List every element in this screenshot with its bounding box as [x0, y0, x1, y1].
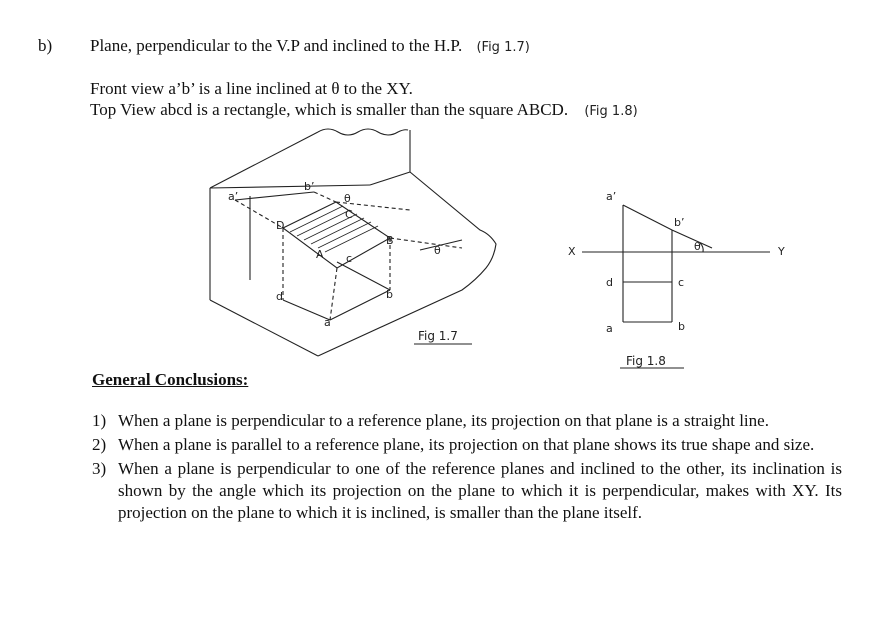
fig18-extension-line: [672, 230, 712, 248]
fig17-top-view-cd: [337, 262, 390, 290]
fig17-xy-right: [370, 172, 410, 185]
fig17-xy-line: [210, 185, 370, 188]
conclusion-item-2: [92, 434, 842, 456]
top-view-fig-ref: (Fig 1.8): [584, 104, 638, 119]
fig18-label-theta: θ: [694, 240, 701, 253]
conclusion-number: 1): [92, 411, 107, 430]
fig17-label-theta2: θ: [434, 244, 441, 257]
section-title-text: Plane, perpendicular to the V.P and inclined to the H.P.: [90, 36, 463, 55]
fig17-label-C: C: [345, 208, 353, 221]
fig17-top-view-bc: [330, 290, 390, 320]
fig18-label-c: c: [678, 276, 685, 289]
fig17-label-A: A: [316, 248, 324, 261]
fig18-label-a-prime: a’: [606, 190, 617, 203]
fig17-top-view-ab: [283, 300, 330, 320]
fig18-label-a: a: [606, 322, 613, 335]
fig17-label-b-prime: b’: [304, 180, 315, 193]
conclusion-number: 2): [92, 435, 107, 454]
fig17-hatch: [290, 206, 343, 232]
fig18-caption: Fig 1.8: [626, 354, 666, 368]
front-view-line: Front view a’b’ is a line inclined at θ to the XY.: [90, 79, 413, 98]
fig18-front-view-line: [623, 205, 672, 230]
fig17-hatch: [311, 218, 364, 244]
fig17-label-D: D: [276, 219, 285, 232]
conclusion-text: When a plane is parallel to a reference plane, its projection on that plane shows its true shape and size.: [118, 435, 815, 454]
fig18-label-b-prime: b’: [674, 216, 685, 229]
conclusion-number: 3): [92, 459, 107, 478]
conclusion-item-3: [92, 458, 842, 524]
fig17-front-view-line: [235, 192, 314, 200]
fig17-projector: [330, 268, 337, 320]
conclusion-text: When a plane is perpendicular to one of the reference planes and inclined to the other, its inclination is shown by the angle which its projection on the plane to which it is perpendicular, makes with XY. Its projection on the plane to which it is inclined, is smaller than the plane itself.: [118, 459, 842, 522]
fig18-label-d: d: [606, 276, 613, 289]
fig18-label-x: X: [568, 245, 576, 258]
fig17-label-c: c: [346, 252, 353, 265]
fig17-label-a-prime: a’: [228, 190, 239, 203]
fig17-label-a: a: [324, 316, 331, 329]
fig17-theta-arc: [420, 240, 462, 250]
fig18-label-y: Y: [778, 245, 785, 258]
fig17-vp-wavy-edge: [318, 129, 408, 135]
fig17-vp-left-edge: [210, 132, 318, 188]
fig17-caption: Fig 1.7: [418, 329, 458, 343]
fig17-label-B: B: [386, 234, 394, 247]
fig17-drawing: [210, 129, 496, 356]
fig17-label-theta1: θ: [344, 192, 351, 205]
conclusion-text: When a plane is perpendicular to a reference plane, its projection on that plane is a straight line.: [118, 411, 769, 430]
section-label: b): [38, 36, 53, 55]
conclusion-item-1: [92, 410, 842, 432]
fig17-projector: [314, 192, 336, 202]
conclusions-list: [92, 410, 842, 526]
fig17-hatch: [297, 210, 350, 236]
fig17-label-b: b: [386, 288, 393, 301]
fig17-label-d: d: [276, 290, 283, 303]
top-view-line-text: Top View abcd is a rectangle, which is smaller than the square ABCD.: [90, 100, 569, 119]
fig18-label-b: b: [678, 320, 685, 333]
fig17-hatch: [325, 226, 378, 252]
conclusions-heading: General Conclusions:: [92, 370, 249, 389]
fig17-hatch: [318, 222, 371, 248]
section-title-fig-ref: (Fig 1.7): [476, 40, 530, 55]
